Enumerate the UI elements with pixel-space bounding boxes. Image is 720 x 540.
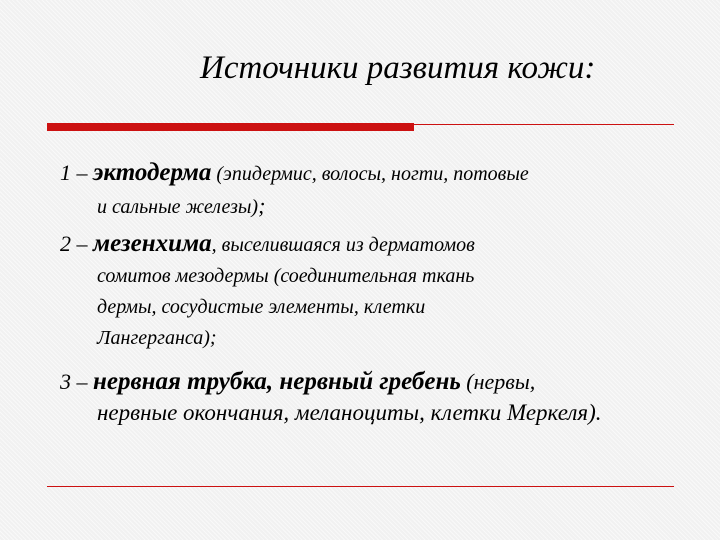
slide-title: Источники развития кожи: — [200, 50, 596, 86]
item-number: 1 – — [60, 160, 93, 185]
item-description-continued: и сальные железы); — [97, 193, 266, 218]
item-terminator: ; — [258, 193, 266, 218]
item-term: эктодерма — [93, 159, 212, 186]
item-term: нервная трубка, нервный гребень — [93, 368, 461, 395]
item-number: 2 – — [60, 231, 93, 256]
item-description-continued: нервные окончания, меланоциты, клетки Меркеля). — [97, 400, 602, 425]
title-underline-thick — [47, 123, 414, 131]
list-item-mesenchyme — [60, 228, 690, 354]
list-item-neural — [60, 366, 690, 428]
list-item-ectoderm — [60, 157, 690, 223]
item-description-continued: сомитов мезодермы (соединительная ткань — [97, 265, 475, 287]
item-description-continued: Лангерганса); — [97, 327, 217, 349]
item-term: мезенхима — [93, 230, 212, 257]
item-description: (нервы, — [460, 369, 536, 394]
item-description-continued: дермы, сосудистые элементы, клетки — [97, 296, 426, 318]
title-underline-thin — [414, 124, 674, 125]
item-number: 3 – — [60, 369, 93, 394]
item-description: , выселившаяся из дерматомов — [211, 234, 475, 256]
item-description: (эпидермис, волосы, ногти, потовые — [211, 163, 529, 185]
bottom-rule — [47, 486, 674, 487]
